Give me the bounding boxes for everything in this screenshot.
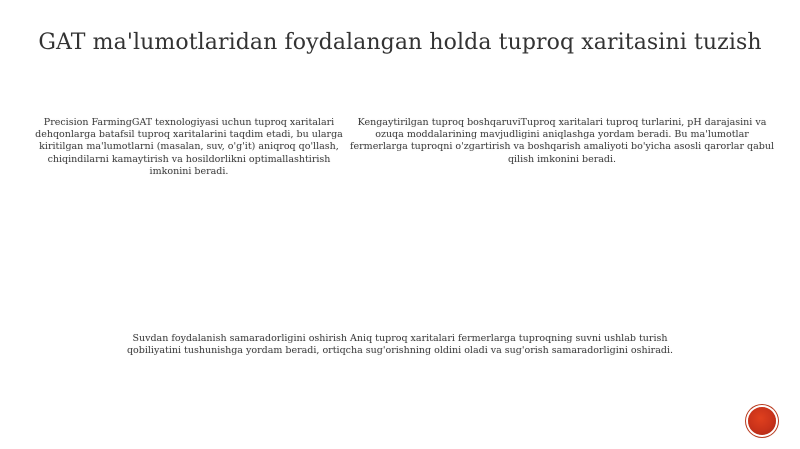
slide-title: GAT ma'lumotlaridan foydalangan holda tuproq xaritasini tuzish [38, 30, 762, 55]
text-block-precision-farming: Precision FarmingGAT texnologiyasi uchun tuproq xaritalari dehqonlarga batafsil tuproq xaritalarini taqdim etadi, bu ularga kiritilgan ma'lumotlarni (masalan, suv, o'g'it) aniqroq qo'llash, chiqindilarni kamaytirish va hosildorlikni optimallashtirish imkonini beradi. [35, 117, 343, 177]
circle-button-icon[interactable] [748, 407, 776, 435]
text-block-water-efficiency: Suvdan foydalanish samaradorligini oshirish Aniq tuproq xaritalari fermerlarga tuproqning suvni ushlab turish qobiliyatini tushunishga yordam beradi, ortiqcha sug'orishning oldini oladi va sug'orish samaradorligini oshiradi. [126, 333, 674, 357]
text-block-soil-management: Kengaytirilgan tuproq boshqaruviTuproq xaritalari tuproq turlarini, pH darajasini va ozuqa moddalarining mavjudligini aniqlashga yordam beradi. Bu ma'lumotlar fermerlarga tuproqni o'zgartirish va boshqarish amaliyoti bo'yicha asosli qarorlar qabul qilish imkonini beradi. [350, 117, 774, 165]
